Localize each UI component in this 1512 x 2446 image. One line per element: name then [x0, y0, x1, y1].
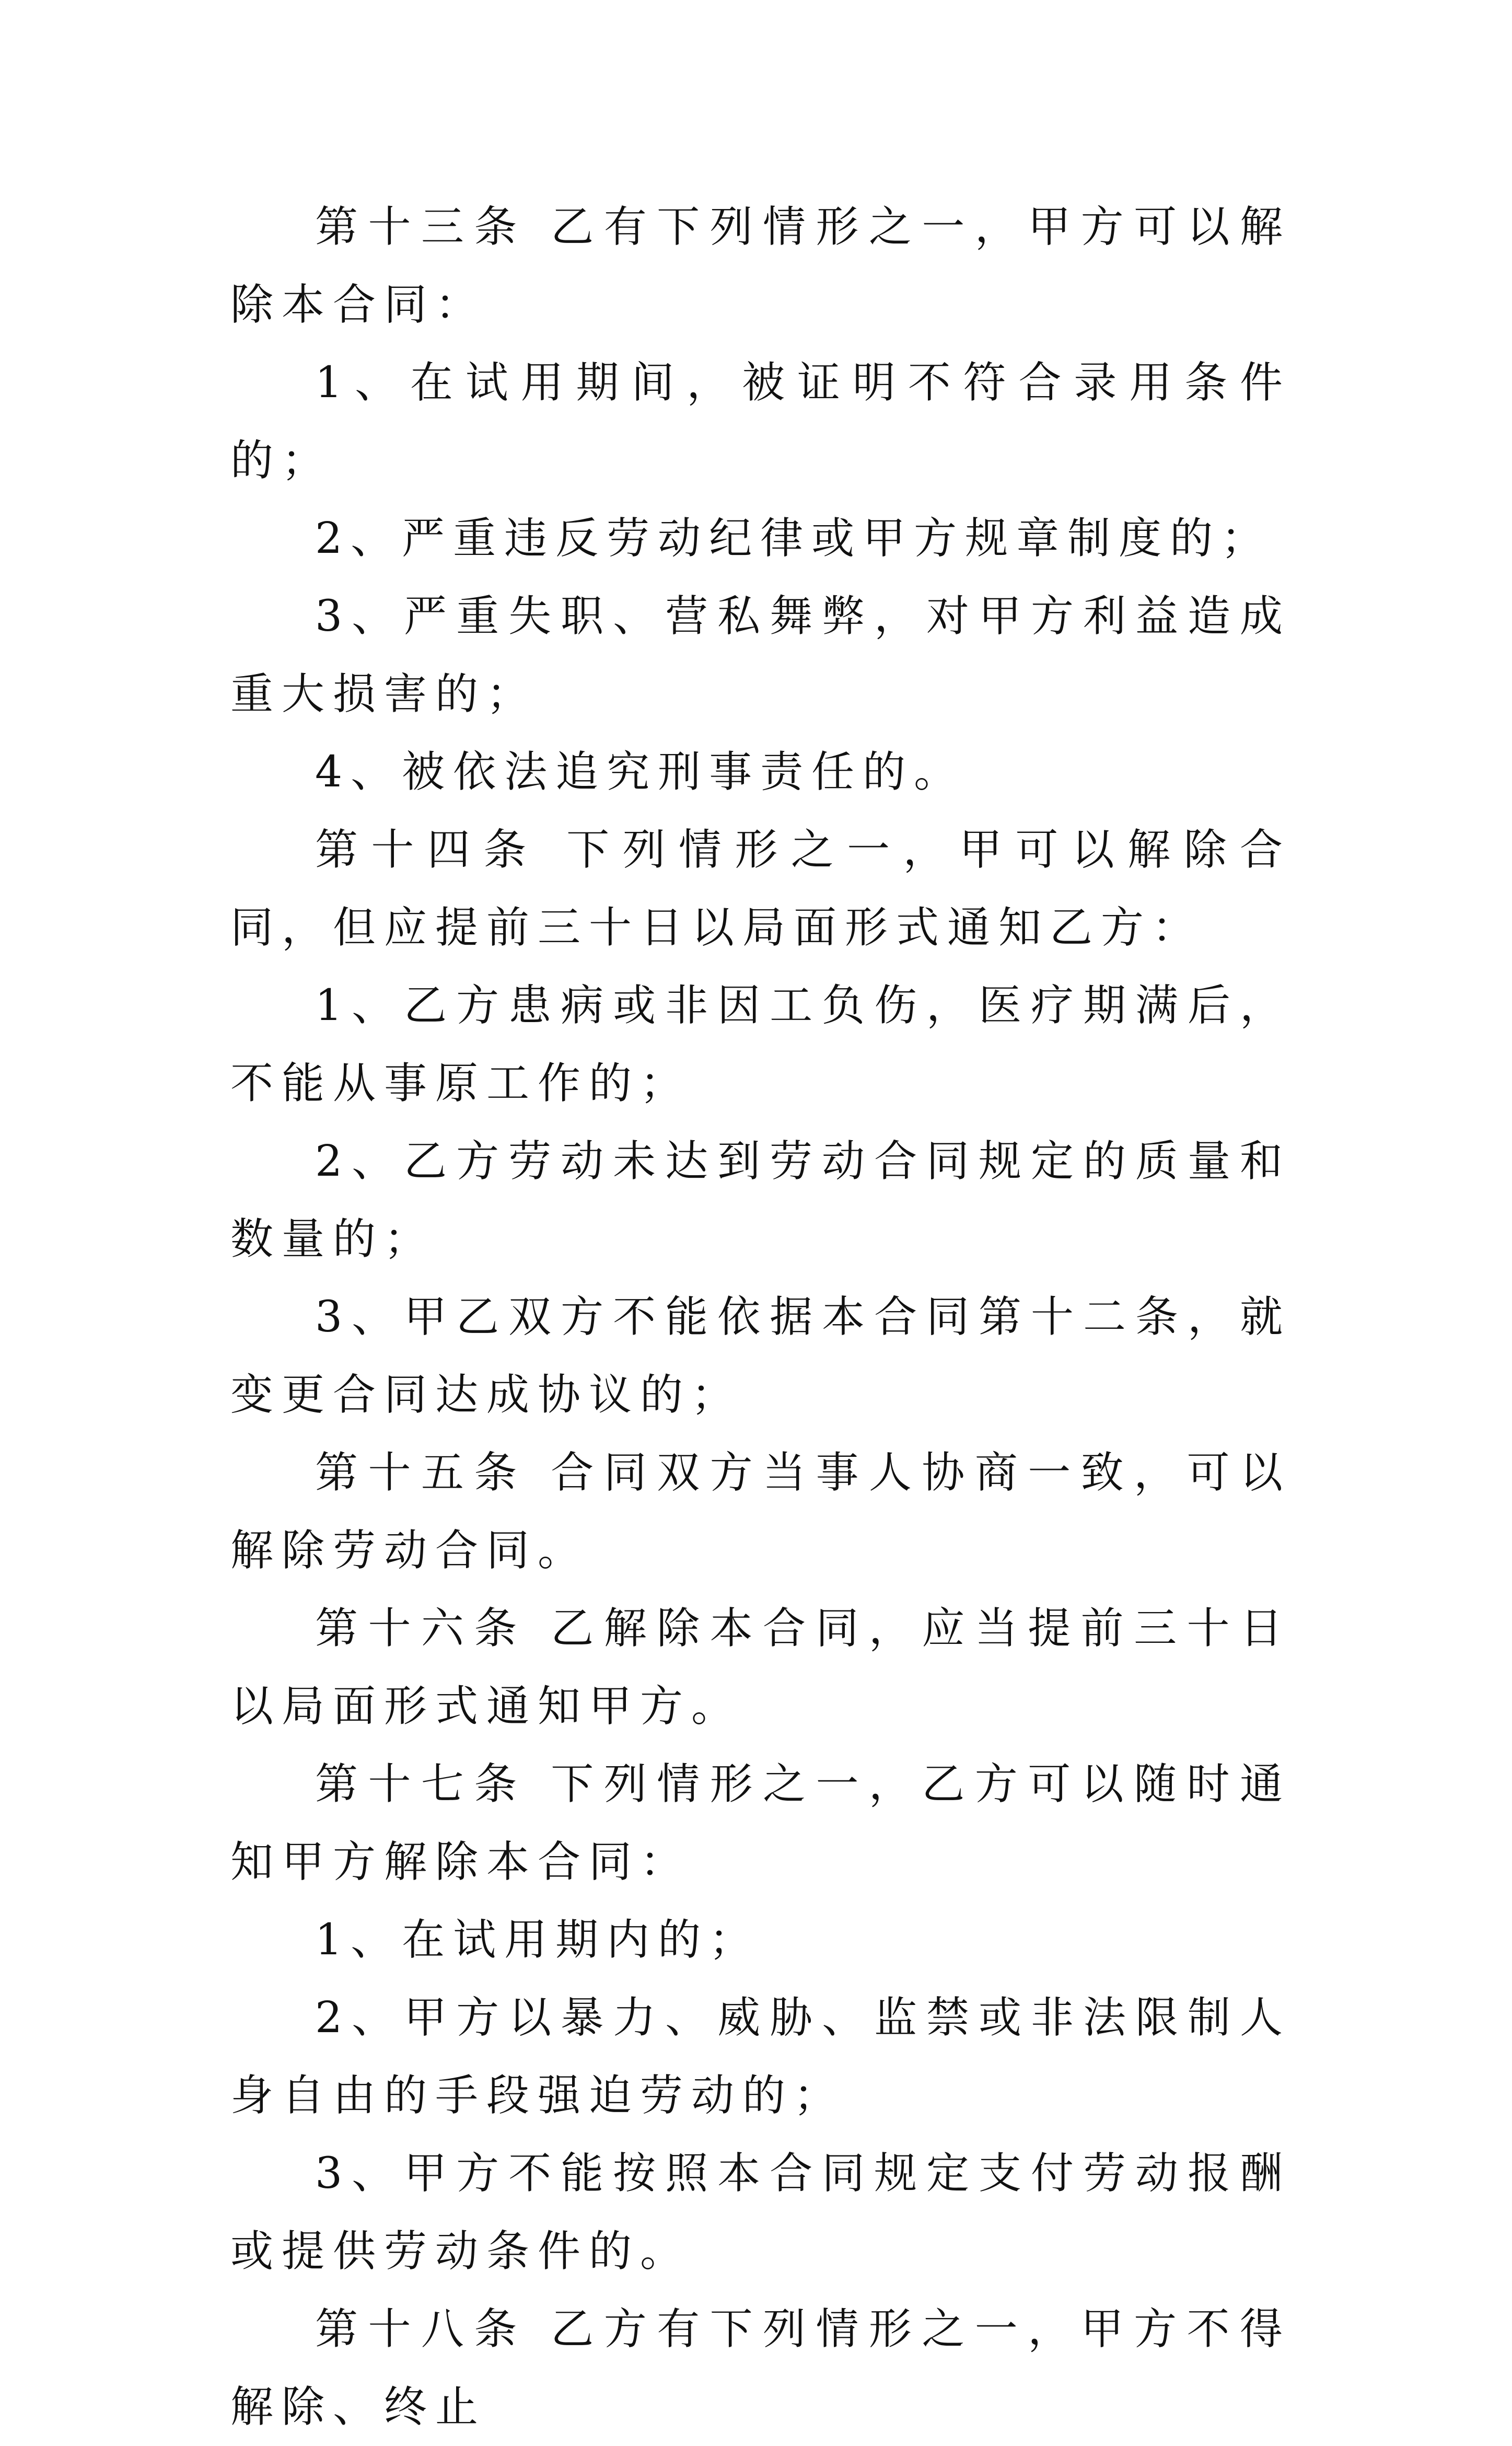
article-14-item-3: 3、甲乙双方不能依据本合同第十二条，就变更合同达成协议的；	[230, 1292, 1291, 1420]
article-17-heading: 第十七条 下列情形之一，乙方可以随时通知甲方解除本合同：	[230, 1759, 1291, 1887]
article-14-item-2: 2、乙方劳动未达到劳动合同规定的质量和数量的；	[230, 1137, 1291, 1264]
article-13-item-1: 1、在试用期间，被证明不符合录用条件的；	[230, 358, 1291, 485]
article-14-item-1: 1、乙方患病或非因工负伤，医疗期满后，不能从事原工作的；	[230, 981, 1291, 1108]
contract-body	[230, 188, 1291, 2446]
article-17-item-2: 2、甲方以暴力、威胁、监禁或非法限制人身自由的手段强迫劳动的；	[230, 1993, 1291, 2120]
article-15: 第十五条 合同双方当事人协商一致，可以解除劳动合同。	[230, 1448, 1291, 1575]
article-17-item-3: 3、甲方不能按照本合同规定支付劳动报酬或提供劳动条件的。	[230, 2149, 1291, 2276]
article-13-heading: 第十三条 乙有下列情形之一，甲方可以解除本合同：	[230, 202, 1291, 330]
article-13-item-2: 2、严重违反劳动纪律或甲方规章制度的；	[315, 514, 1273, 563]
article-13-item-3: 3、严重失职、营私舞弊，对甲方利益造成重大损害的；	[230, 592, 1291, 719]
article-17-item-1: 1、在试用期内的；	[315, 1915, 761, 1965]
article-14-heading: 第十四条 下列情形之一，甲可以解除合同，但应提前三十日以局面形式通知乙方：	[230, 825, 1291, 953]
article-18-heading: 第十八条 乙方有下列情形之一，甲方不得解除、终止	[230, 2304, 1291, 2432]
article-16: 第十六条 乙解除本合同，应当提前三十日以局面形式通知甲方。	[230, 1604, 1291, 1731]
article-13-item-4: 4、被依法追究刑事责任的。	[315, 747, 966, 797]
